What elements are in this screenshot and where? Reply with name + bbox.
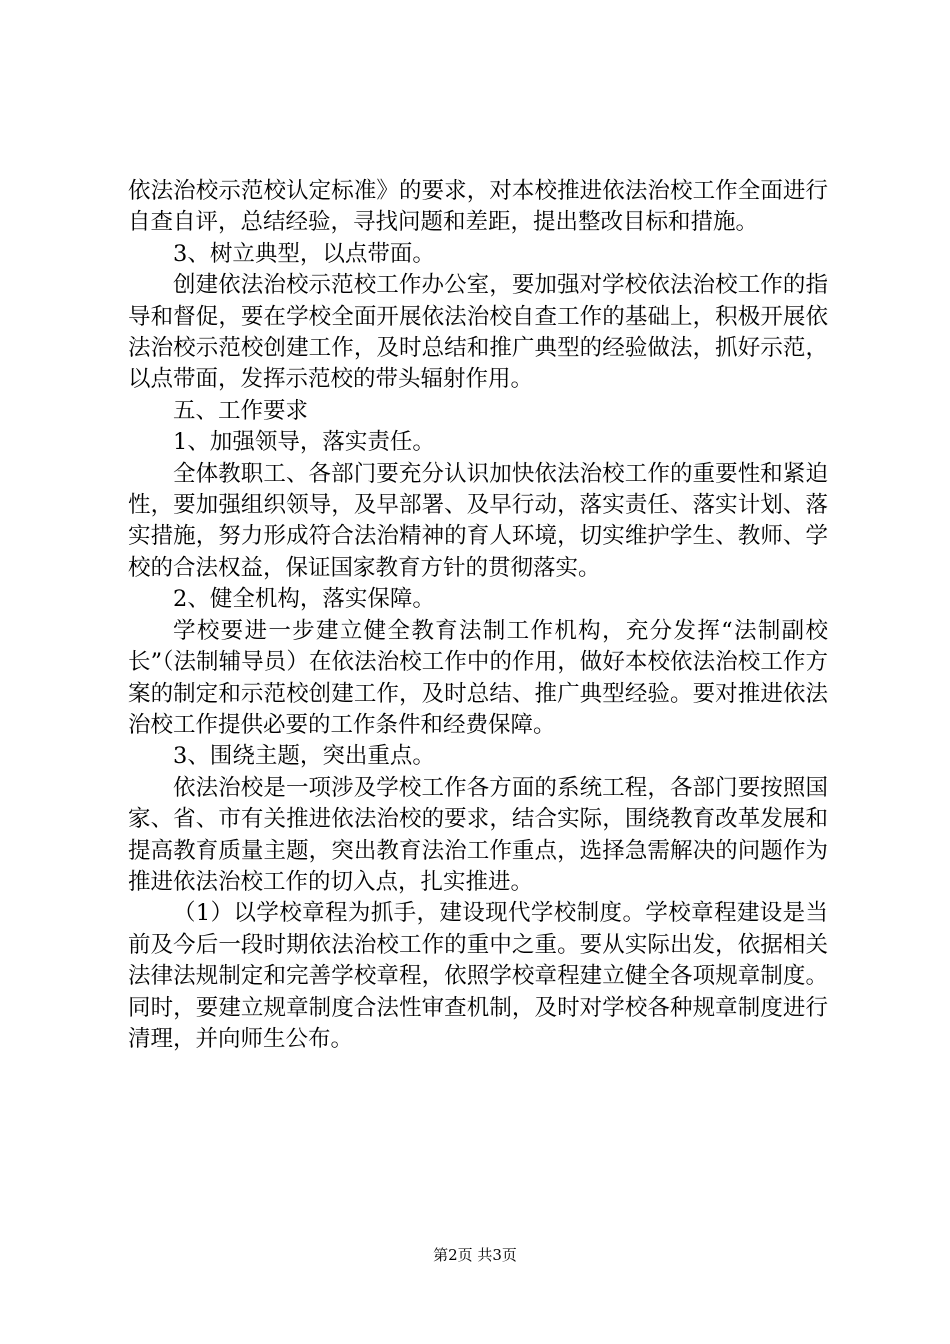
heading-2-organization: 2、健全机构，落实保障。 bbox=[173, 586, 435, 613]
paragraph-charter: （1）以学校章程为抓手，建设现代学校制度。学校章程建设是当前及今后一段时期依法治校工作的重中之重。要从实际出发，依据相关法律法规制定和完善学校章程，依照学校章程建立健全各项规章制度。同时，要建立规章制度合法性审查机制，及时对学校各种规章制度进行清理，并向师生公布。 bbox=[128, 900, 828, 1052]
paragraph-focus: 依法治校是一项涉及学校工作各方面的系统工程，各部门要按照国家、省、市有关推进依法治校的要求，结合实际，围绕教育改革发展和提高教育质量主题，突出教育法治工作重点，选择急需解决的问题作为推进依法治校工作的切入点，扎实推进。 bbox=[128, 774, 828, 895]
page-number-footer: 第2页 共3页 bbox=[433, 1246, 517, 1264]
heading-3-focus: 3、围绕主题，突出重点。 bbox=[173, 743, 435, 770]
paragraph-organization: 学校要进一步建立健全教育法制工作机构，充分发挥“法制副校长”（法制辅导员）在依法治校工作中的作用，做好本校依法治校工作方案的制定和示范校创建工作，及时总结、推广典型经验。要对推进依法治校工作提供必要的工作条件和经费保障。 bbox=[128, 617, 828, 738]
paragraph-continuation: 依法治校示范校认定标准》的要求，对本校推进依法治校工作全面进行自查自评，总结经验，寻找问题和差距，提出整改目标和措施。 bbox=[128, 178, 828, 236]
section-heading-work-requirements: 五、工作要求 bbox=[173, 397, 309, 424]
paragraph-leadership: 全体教职工、各部门要充分认识加快依法治校工作的重要性和紧迫性，要加强组织领导，及早部署、及早行动，落实责任、落实计划、落实措施，努力形成符合法治精神的育人环境，切实维护学生、教师、学校的合法权益，保证国家教育方针的贯彻落实。 bbox=[128, 460, 828, 581]
heading-1-leadership: 1、加强领导，落实责任。 bbox=[173, 429, 435, 456]
document-body bbox=[128, 176, 828, 1055]
heading-3-typical: 3、树立典型，以点带面。 bbox=[173, 240, 435, 267]
paragraph-office: 创建依法治校示范校工作办公室，要加强对学校依法治校工作的指导和督促，要在学校全面开展依法治校自查工作的基础上，积极开展依法治校示范校创建工作，及时总结和推广典型的经验做法，抓好示范，以点带面，发挥示范校的带头辐射作用。 bbox=[128, 272, 828, 393]
